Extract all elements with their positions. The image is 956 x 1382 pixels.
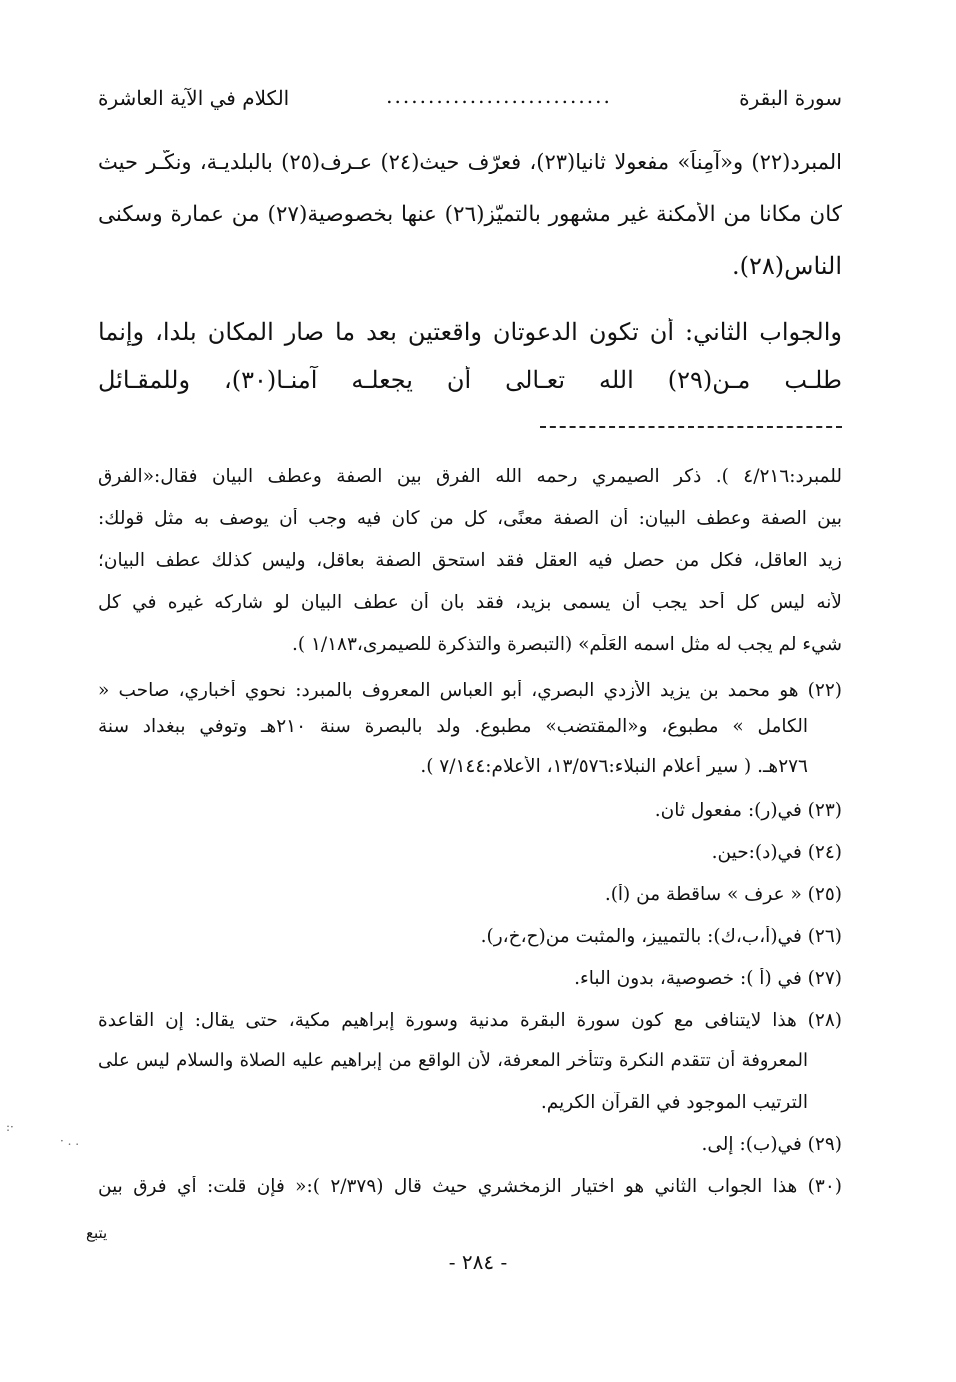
header-topic: الكلام في الآية العاشرة [98, 86, 290, 110]
body-line: الناس(٢٨). [732, 252, 842, 280]
footnote-27: (٢٧) في (أ ): خصوصية، بدون الباء. [574, 968, 842, 989]
footnote-22-line: ٢٧٦هـ. ( سير أعلام النبلاء:١٣/٥٧٦، الأعلام:٧/١٤٤ ). [420, 756, 808, 777]
body-line: كان مكانا من الأمكنة غير مشهور بالتميّز(٢٦) عنها بخصوصية(٢٧) من عمارة وسكنى [98, 202, 842, 227]
footnote-25: (٢٥) « عرف » ساقطة من (أ). [604, 884, 842, 905]
footnote-line: لأنه ليس كل أحد يجب أن يسمى بزيد، فقد بان أن عطف البيان لو شاركه غيره في كل [98, 592, 842, 613]
footnote-22-line: (٢٢) هو محمد بن يزيد الأزدي البصري، أبو العباس المعروف بالمبرد: نحوي أخباري، صاحب « [98, 680, 842, 701]
page-number: - ٢٨٤ - [448, 1250, 508, 1274]
body-line: المبرد(٢٢) و«آمِناً» مفعولا ثانيا(٢٣)، فعرّف حيث(٢٤) عـرف(٢٥) بالبلديـة، ونكّـر حيث [98, 150, 842, 174]
body-line: والجواب الثاني: أن تكون الدعوتان واقعتين بعد ما صار المكان بلدا، وإنما [98, 318, 842, 346]
footnote-line: للمبرد:٤/٢١٦ ). ذكر الصيمري رحمه الله الفرق بين الصفة وعطف البيان فقال:«الفرق [98, 466, 842, 487]
header-surah: سورة البقرة [739, 86, 842, 110]
scan-speck: . . · [60, 1134, 80, 1148]
footnote-line: زيد العاقل، فكل من حصل فيه العقل فقد استحق الصفة بعاقل، وليس كذلك عطف البيان؛ [98, 550, 842, 571]
footnote-28-line: (٢٨) هذا لايتنافى مع كون سورة البقرة مدنية وسورة إبراهيم مكية، حتى يقال: إن القاعدة [98, 1010, 842, 1031]
footnote-24: (٢٤) في(د):حين. [711, 842, 842, 863]
continuation-note: يتبع [86, 1224, 108, 1242]
footnote-23: (٢٣) في(ر): مفعول ثان. [654, 800, 842, 821]
footnote-30: (٣٠) هذا الجواب الثاني هو اختيار الزمخشري حيث قال (٢/٣٧٩ ):« فإن قلت: أي فرق بين [98, 1176, 842, 1197]
scan-speck: ·: [6, 1120, 14, 1134]
footnote-22-line: الكامل » مطبوع، و«المقتضب» مطبوع. ولد بالبصرة سنة ٢١٠هـ وتوفي ببغداد سنة [98, 716, 808, 737]
body-line: طلـب مـن(٢٩) الله تعـالى أن يجعلـه آمنـا(٣٠)، وللمقـائل [98, 366, 842, 394]
footnote-26: (٢٦) في(أ،ب،ك): بالتمييز، والمثبت من(ح،خ،ر). [480, 926, 842, 947]
footnote-28-line: الترتيب الموجود في القرآن الكريم. [540, 1092, 808, 1113]
footnote-line: شيء لم يجب له مثل اسمه العَلَم» (التبصرة والتذكرة للصيمرى،١/١٨٣ ). [291, 634, 842, 655]
footnote-28-line: المعروفة أن تتقدم النكرة وتتأخر المعرفة، لأن الواقع من إبراهيم عليه الصلاة والسلام ليس على [98, 1050, 808, 1071]
footnote-line: بين الصفة وعطف البيان: أن الصفة معنًى، كل من كان فيه وجب أن يوصف به مثل قولك: [98, 508, 842, 529]
header-leader-dots: ........................... [386, 84, 612, 108]
footnote-separator [540, 426, 842, 428]
running-header [98, 86, 842, 120]
footnote-29: (٢٩) في(ب): إلى. [701, 1134, 842, 1155]
